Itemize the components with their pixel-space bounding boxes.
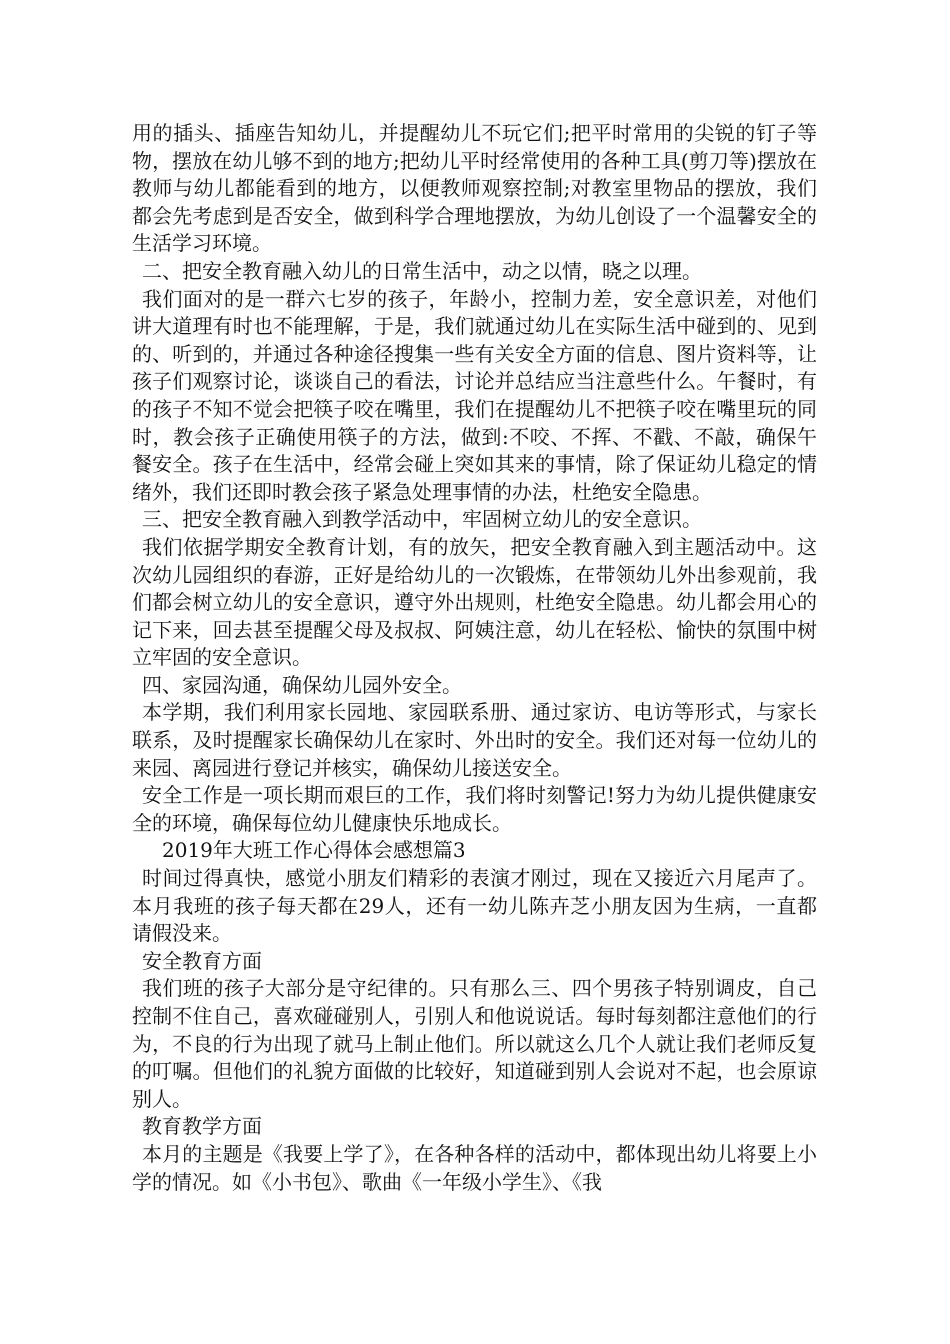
paragraph-safety-education: 我们班的孩子大部分是守纪律的。只有那么三、四个男孩子特别调皮，自己控制不住自己，喜欢碰碰别人，引别人和他说说话。每时每刻都注意他们的行为，不良的行为出现了就马上制止他们。所以就这么几个人就让我们老师反复的叮嘱。但他们的礼貌方面做的比较好，知道碰到别人会说对不起，也会原谅别人。 [132, 976, 817, 1111]
paragraph-conclusion: 安全工作是一项长期而艰巨的工作，我们将时刻警记!努力为幼儿提供健康安全的环境，确保每位幼儿健康快乐地成长。 [132, 783, 817, 835]
heading-home-school: 四、家园沟通，确保幼儿园外安全。 [142, 672, 462, 697]
paragraph-teaching-safety: 我们依据学期安全教育计划，有的放矢，把安全教育融入到主题活动中。这次幼儿园组织的春游，正好是给幼儿的一次锻炼，在带领幼儿外出参观前，我们都会树立幼儿的安全意识，遵守外出规则，杜绝安全隐患。幼儿都会用心的记下来，回去甚至提醒父母及叔叔、阿姨注意，幼儿在轻松、愉快的氛围中树立牢固的安全意识。 [132, 534, 817, 670]
subheading-safety-education: 安全教育方面 [142, 948, 262, 973]
section-title-part-3: 2019年大班工作心得体会感想篇3 [162, 838, 466, 863]
document-body [132, 120, 817, 1196]
paragraph-classroom-safety: 用的插头、插座告知幼儿，并提醒幼儿不玩它们;把平时常用的尖锐的钉子等物，摆放在幼儿够不到的地方;把幼儿平时经常使用的各种工具(剪刀等)摆放在教师与幼儿都能看到的地方，以便教师观察控制;对教室里物品的摆放，我们都会先考虑到是否安全，做到科学合理地摆放，为幼儿创设了一个温馨安全的生活学习环境。 [132, 121, 817, 256]
heading-daily-life-safety: 二、把安全教育融入幼儿的日常生活中，动之以情，晓之以理。 [142, 258, 702, 283]
heading-teaching-safety: 三、把安全教育融入到教学活动中，牢固树立幼儿的安全意识。 [142, 507, 702, 532]
paragraph-june-intro: 时间过得真快，感觉小朋友们精彩的表演才刚过，现在又接近六月尾声了。本月我班的孩子每天都在29人，还有一幼儿陈卉芝小朋友因为生病，一直都请假没来。 [132, 866, 817, 946]
paragraph-home-school: 本学期，我们利用家长园地、家园联系册、通过家访、电访等形式，与家长联系，及时提醒家长确保幼儿在家时、外出时的安全。我们还对每一位幼儿的来园、离园进行登记并核实，确保幼儿接送安全。 [132, 700, 817, 780]
paragraph-teaching: 本月的主题是《我要上学了》，在各种各样的活动中，都体现出幼儿将要上小学的情况。如《小书包》、歌曲《一年级小学生》、《我 [132, 1141, 817, 1194]
subheading-teaching: 教育教学方面 [142, 1114, 262, 1139]
paragraph-daily-life-safety: 我们面对的是一群六七岁的孩子，年龄小，控制力差，安全意识差，对他们讲大道理有时也不能理解，于是，我们就通过幼儿在实际生活中碰到的、见到的、听到的，并通过各种途径搜集一些有关安全方面的信息、图片资料等，让孩子们观察讨论，谈谈自己的看法，讨论并总结应当注意些什么。午餐时，有的孩子不知不觉会把筷子咬在嘴里，我们在提醒幼儿不把筷子咬在嘴里玩的同时，教会孩子正确使用筷子的方法，做到:不咬、不挥、不戳、不敲，确保午餐安全。孩子在生活中，经常会碰上突如其来的事情，除了保证幼儿稳定的情绪外，我们还即时教会孩子紧急处理事情的办法，杜绝安全隐患。 [132, 286, 817, 504]
